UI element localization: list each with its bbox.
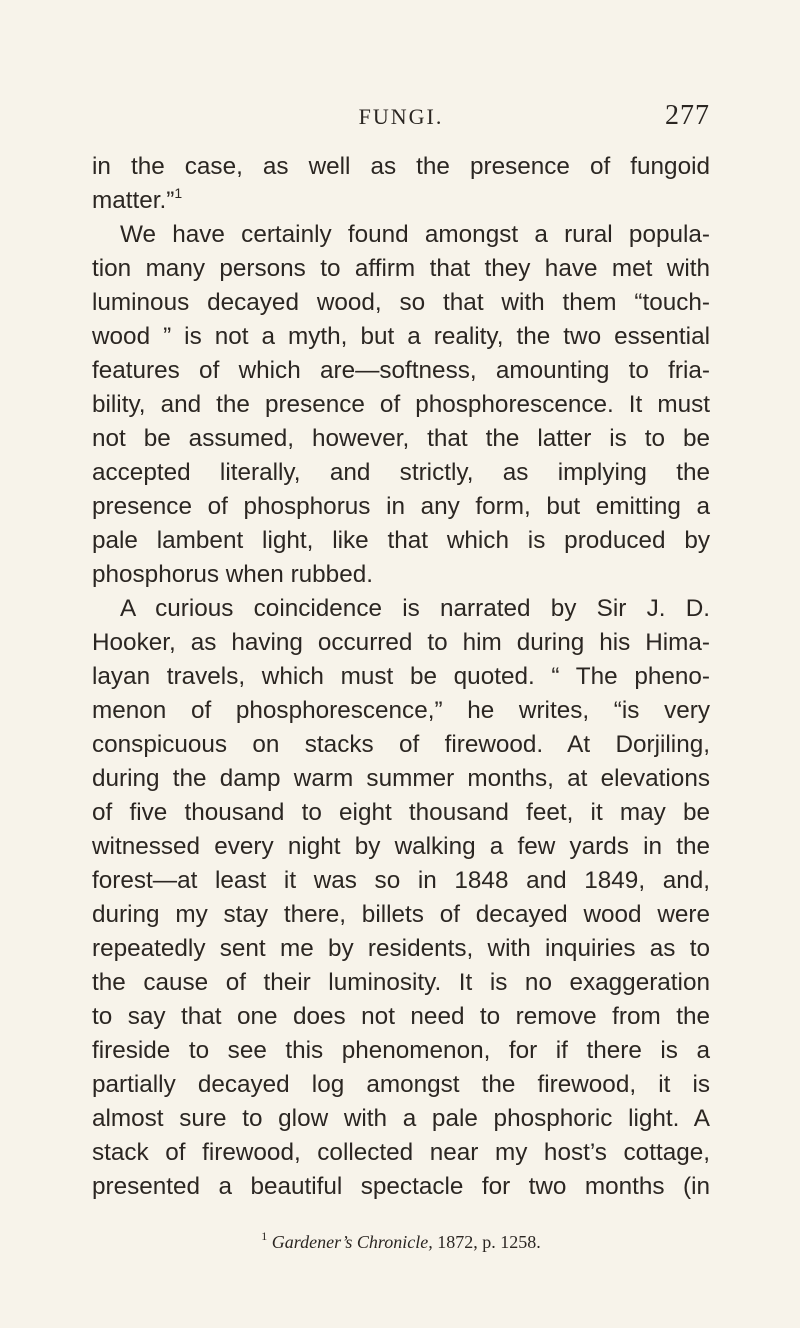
- text-line: [92, 184, 710, 218]
- text-line: fireside to see this phenomenon, for if there is a: [92, 1037, 710, 1064]
- text-line: partially decayed log amongst the firewood, it is: [92, 1071, 710, 1098]
- text-line: luminous decayed wood, so that with them “touch-: [92, 289, 710, 316]
- text-line: forest—at least it was so in 1848 and 1849, and,: [92, 867, 710, 894]
- page-header: [92, 92, 710, 132]
- text-line: bility, and the presence of phosphorescence. It must: [92, 391, 710, 418]
- line-text: matter.”: [92, 187, 175, 214]
- text-line: repeatedly sent me by residents, with inquiries as to: [92, 935, 710, 962]
- text-line: stack of firewood, collected near my host’s cottage,: [92, 1139, 710, 1166]
- text-line: during my stay there, billets of decayed wood were: [92, 901, 710, 928]
- footnote-citation: 1872, p. 1258.: [432, 1232, 541, 1252]
- text-line: witnessed every night by walking a few yards in the: [92, 833, 710, 860]
- text-line: tion many persons to affirm that they have met with: [92, 255, 710, 282]
- text-line: presented a beautiful spectacle for two months (in: [92, 1173, 710, 1200]
- text-line: layan travels, which must be quoted. “ The pheno-: [92, 663, 710, 690]
- footnote: [92, 1228, 710, 1256]
- text-line: conspicuous on stacks of firewood. At Dorjiling,: [92, 731, 710, 758]
- running-title: FUNGI.: [358, 104, 444, 129]
- text-line: in the case, as well as the presence of fungoid: [92, 153, 710, 180]
- text-line: accepted literally, and strictly, as implying the: [92, 459, 710, 486]
- footnote-source-title: Gardener’s Chronicle,: [271, 1232, 433, 1252]
- text-line: during the damp warm summer months, at elevations: [92, 765, 710, 792]
- footnote-number: 1: [261, 1229, 268, 1243]
- text-line: menon of phosphorescence,” he writes, “is very: [92, 697, 710, 724]
- text-line: the cause of their luminosity. It is no exaggeration: [92, 969, 710, 996]
- text-line: Hooker, as having occurred to him during his Hima-: [92, 629, 710, 656]
- text-line: We have certainly found amongst a rural popula-: [120, 221, 710, 248]
- body-text: [92, 150, 710, 1200]
- text-line: almost sure to glow with a pale phosphoric light. A: [92, 1105, 710, 1132]
- text-line: features of which are—softness, amounting to fria-: [92, 357, 710, 384]
- page-number: 277: [665, 100, 710, 131]
- text-line: to say that one does not need to remove from the: [92, 1003, 710, 1030]
- text-line: pale lambent light, like that which is produced by: [92, 527, 710, 554]
- footnote-marker: 1: [174, 184, 183, 201]
- text-line: phosphorus when rubbed.: [92, 561, 373, 588]
- text-line: A curious coincidence is narrated by Sir J. D.: [120, 595, 710, 622]
- text-line: presence of phosphorus in any form, but emitting a: [92, 493, 710, 520]
- text-line: of five thousand to eight thousand feet, it may be: [92, 799, 710, 826]
- text-line: wood ” is not a myth, but a reality, the two essential: [92, 323, 710, 350]
- text-line: not be assumed, however, that the latter is to be: [92, 425, 710, 452]
